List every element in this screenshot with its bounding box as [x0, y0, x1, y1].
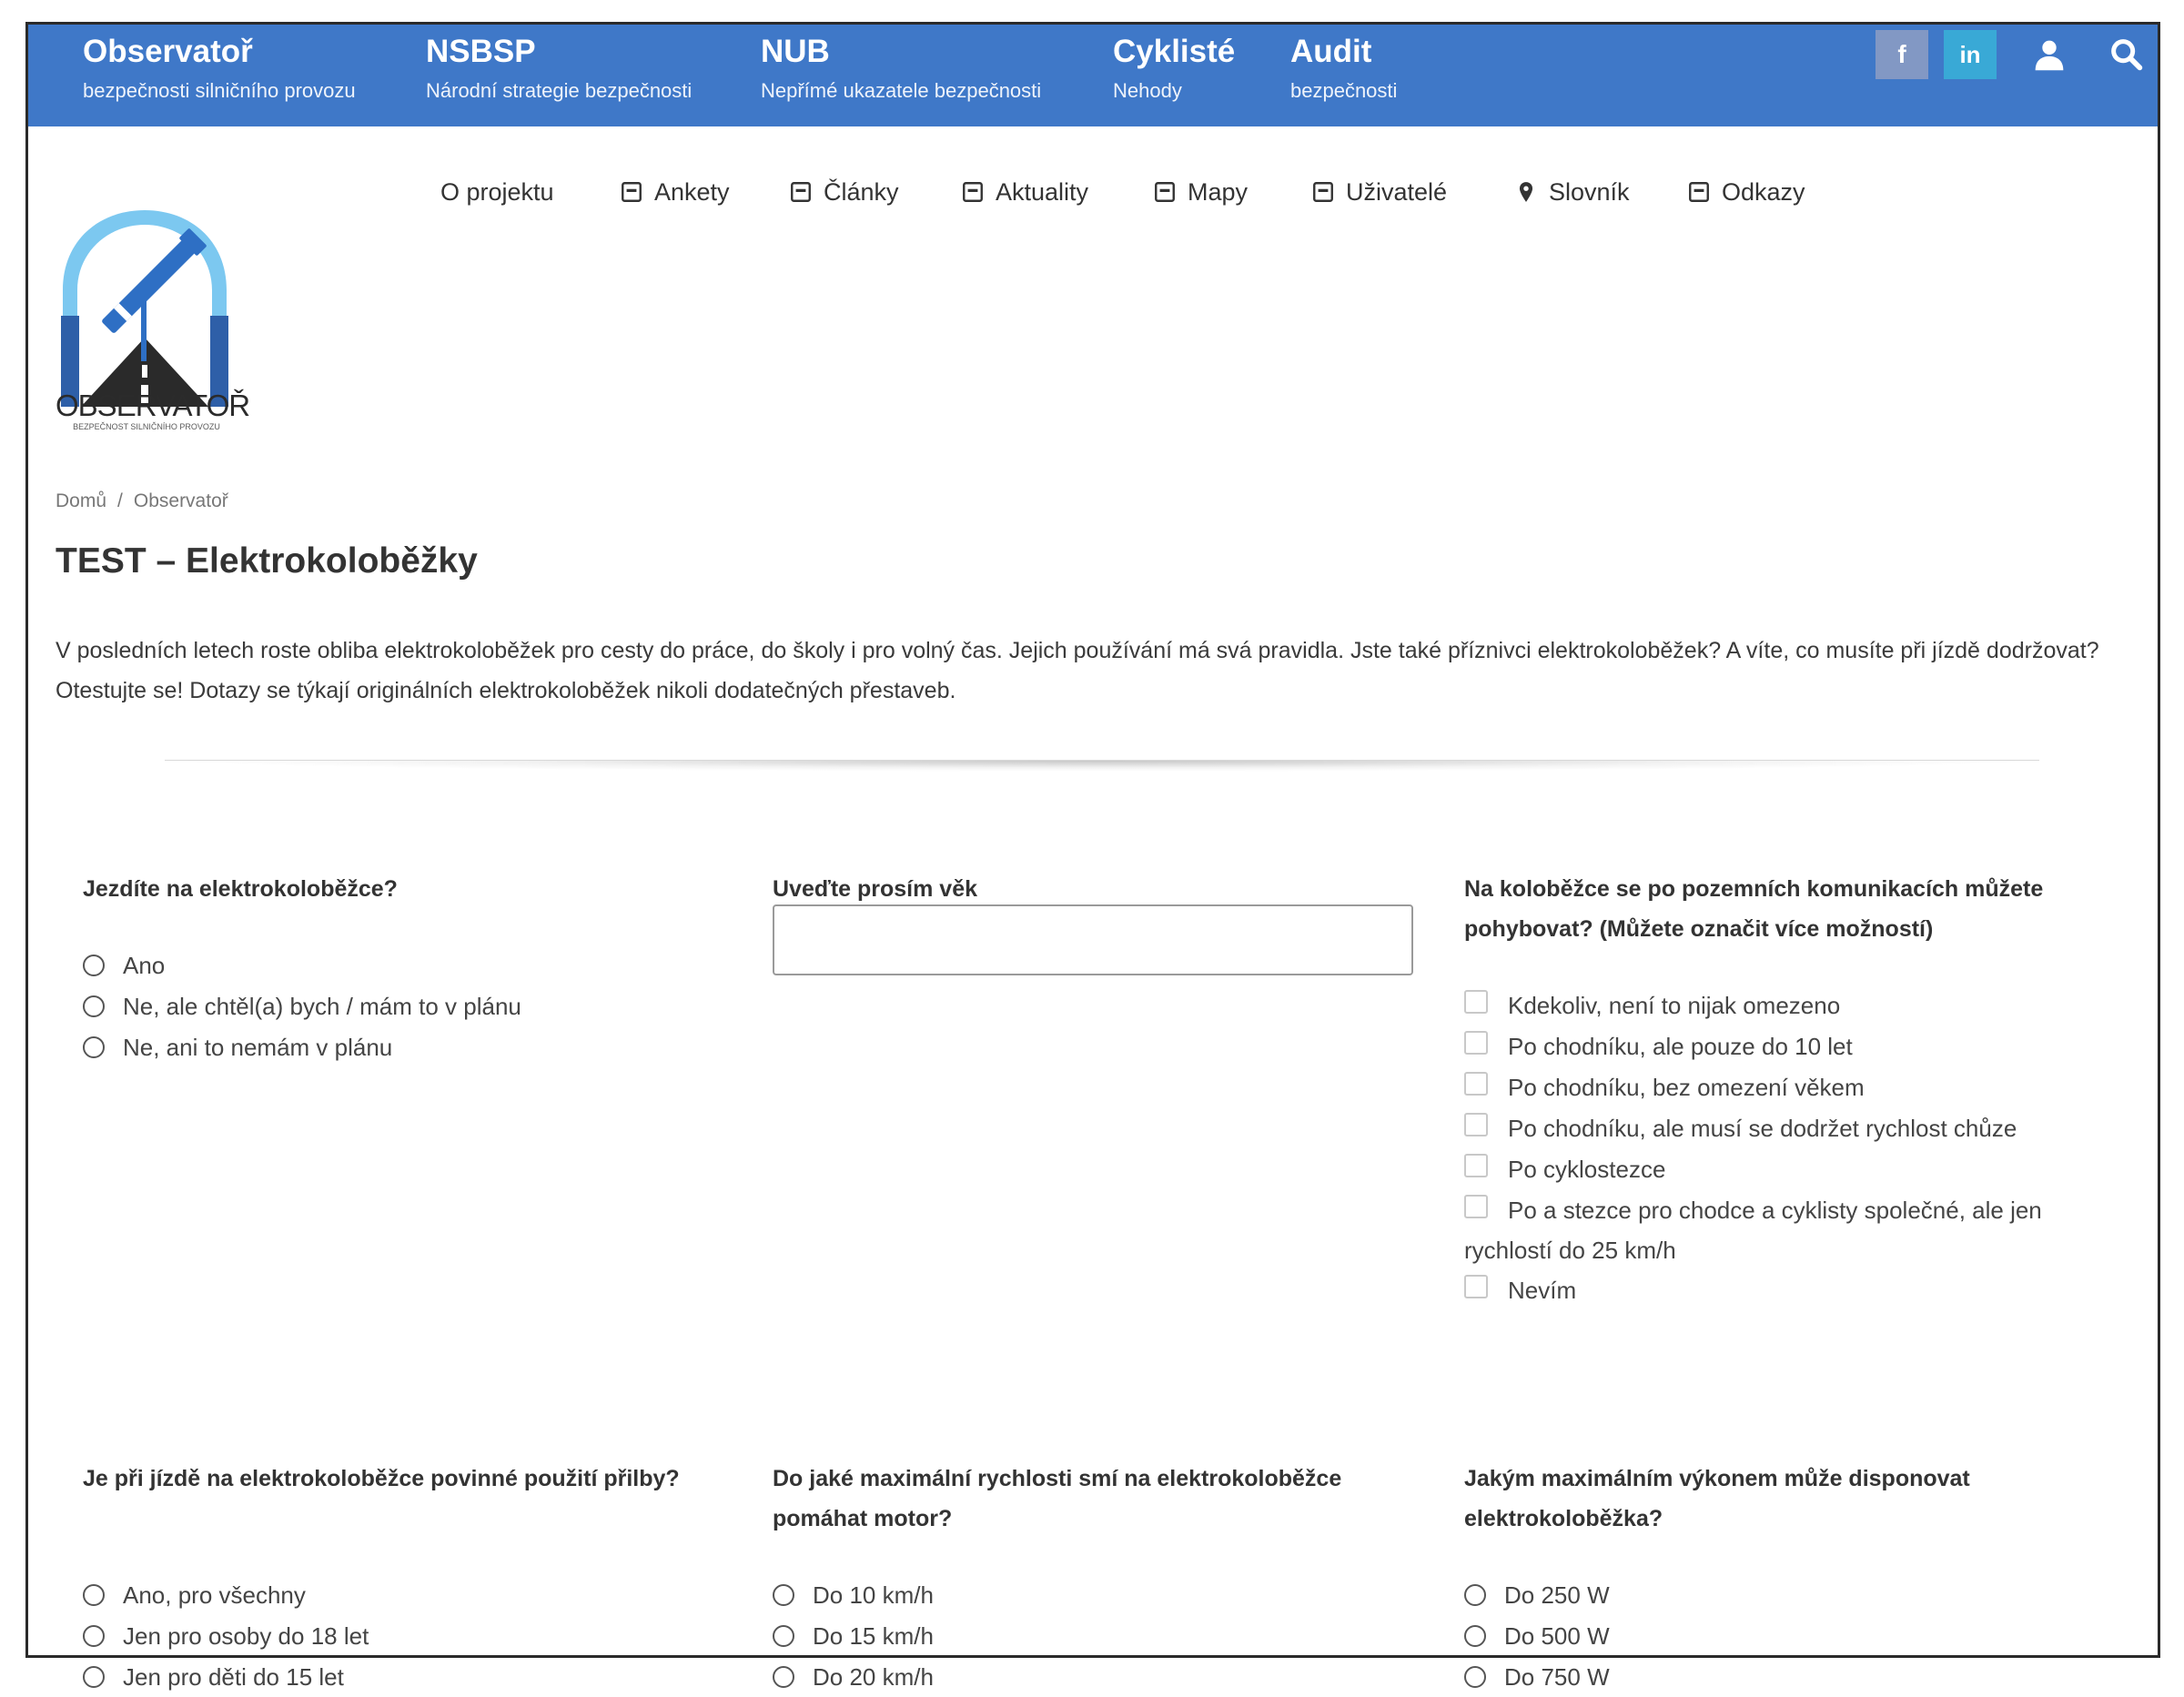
radio-button[interactable]	[773, 1625, 794, 1647]
checkbox-label[interactable]: Po chodníku, ale pouze do 10 let	[1508, 1033, 1853, 1060]
user-icon[interactable]	[2028, 34, 2070, 76]
square-icon	[961, 180, 985, 204]
radio-button[interactable]	[773, 1584, 794, 1606]
radio-button[interactable]	[83, 1625, 105, 1647]
radio-option[interactable]: Do 750 W	[1464, 1657, 1610, 1697]
top-bar	[28, 25, 2158, 126]
breadcrumb	[56, 490, 228, 512]
checkbox[interactable]	[1464, 1113, 1488, 1136]
breadcrumb-home[interactable]: Domů	[56, 490, 107, 511]
radio-button[interactable]	[1464, 1666, 1486, 1688]
square-icon	[789, 180, 813, 204]
checkbox-label[interactable]: Po chodníku, ale musí se dodržet rychlost chůze	[1508, 1115, 2017, 1142]
radio-button[interactable]	[83, 1584, 105, 1606]
radio-button[interactable]	[83, 995, 105, 1017]
checkbox-label[interactable]: Po chodníku, bez omezení věkem	[1508, 1074, 1865, 1101]
section-divider	[165, 760, 2039, 772]
logo-text: OBSERVATOŘ	[56, 389, 250, 422]
topbar-item-observator[interactable]: Observatoř bezpečnosti silničního provozu	[83, 34, 356, 102]
nav-item-slovnik[interactable]: Slovník	[1514, 172, 1630, 212]
breadcrumb-separator: /	[117, 490, 123, 511]
topbar-item-nub[interactable]: NUB Nepřímé ukazatele bezpečnosti	[761, 34, 1042, 102]
radio-option[interactable]: Do 250 W	[1464, 1575, 1610, 1615]
question-label: Uveďte prosím věk	[773, 876, 978, 902]
topbar-item-nsbsp[interactable]: NSBSP Národní strategie bezpečnosti	[426, 34, 693, 102]
checkbox-label[interactable]: Kdekoliv, není to nijak omezeno	[1508, 992, 1841, 1019]
radio-button[interactable]	[83, 955, 105, 976]
radio-button[interactable]	[1464, 1625, 1486, 1647]
facebook-button[interactable]	[1876, 30, 1928, 79]
question-label: Na koloběžce se po pozemních komunikacích můžete pohybovat? (Můžete označit více možností)	[1464, 876, 2044, 942]
checkbox[interactable]	[1464, 1154, 1488, 1177]
topbar-item-audit[interactable]: Audit bezpečnosti	[1290, 34, 1398, 102]
radio-button[interactable]	[83, 1036, 105, 1058]
nav-item-mapy[interactable]: Mapy	[1153, 172, 1248, 212]
radio-option[interactable]: Ne, ale chtěl(a) bych / mám to v plánu	[83, 986, 521, 1026]
page-title: TEST – Elektrokoloběžky	[56, 541, 478, 581]
age-input[interactable]	[773, 904, 1413, 975]
square-icon	[1153, 180, 1177, 204]
radio-button[interactable]	[773, 1666, 794, 1688]
search-icon[interactable]	[2106, 34, 2148, 76]
nav-item-clanky[interactable]: Články	[789, 172, 899, 212]
breadcrumb-current: Observatoř	[133, 490, 228, 511]
radio-option[interactable]: Do 20 km/h	[773, 1657, 934, 1697]
radio-option[interactable]: Do 15 km/h	[773, 1616, 934, 1656]
checkbox-label[interactable]: Nevím	[1508, 1277, 1577, 1304]
checkbox[interactable]	[1464, 1072, 1488, 1096]
square-icon	[1687, 180, 1711, 204]
nav-item-uzivatele[interactable]: Uživatelé	[1311, 172, 1447, 212]
radio-option[interactable]: Jen pro děti do 15 let	[83, 1657, 344, 1697]
browser-frame	[25, 22, 2160, 1691]
checkbox[interactable]	[1464, 1031, 1488, 1055]
map-pin-icon	[1514, 180, 1538, 204]
radio-option[interactable]: Ne, ani to nemám v plánu	[83, 1027, 392, 1067]
nav-item-ankety[interactable]: Ankety	[620, 172, 730, 212]
checkbox-label[interactable]: Po a stezce pro chodce a cyklisty společné, ale jen rychlostí do 25 km/h	[1464, 1197, 2042, 1264]
radio-option[interactable]: Ano, pro všechny	[83, 1575, 306, 1615]
radio-option[interactable]: Do 500 W	[1464, 1616, 1610, 1656]
question-label: Jezdíte na elektrokoloběžce?	[83, 876, 398, 902]
question-label: Je při jízdě na elektrokoloběžce povinné použití přilby?	[83, 1466, 680, 1491]
square-icon	[620, 180, 643, 204]
nav-item-aktuality[interactable]: Aktuality	[961, 172, 1088, 212]
radio-button[interactable]	[83, 1666, 105, 1688]
logo-subtext: BEZPEČNOST SILNIČNÍHO PROVOZU	[73, 422, 220, 431]
question-label: Do jaké maximální rychlosti smí na elektrokoloběžce pomáhat motor?	[773, 1466, 1342, 1531]
linkedin-button[interactable]	[1944, 30, 1997, 79]
nav-item-odkazy[interactable]: Odkazy	[1687, 172, 1805, 212]
intro-text: V posledních letech roste obliba elektrokoloběžek pro cesty do práce, do školy i pro volný čas. Jejich používání má svá pravidla. Jste také příznivci elektrokoloběžek? A víte, co musíte při jízdě dodržovat? Otestujte se! Dotazy se týkají originálních elektrokoloběžek nikoli dodatečných přestaveb.	[56, 638, 2099, 703]
radio-option[interactable]: Ano	[83, 945, 165, 985]
facebook-icon: f	[1897, 40, 1906, 68]
topbar-item-cykliste[interactable]: Cyklisté Nehody	[1113, 34, 1236, 102]
radio-button[interactable]	[1464, 1584, 1486, 1606]
question-label: Jakým maximálním výkonem může disponovat elektrokoloběžka?	[1464, 1466, 1970, 1531]
linkedin-icon: in	[1959, 40, 1981, 68]
observator-logo[interactable]	[56, 199, 234, 472]
radio-option[interactable]: Do 10 km/h	[773, 1575, 934, 1615]
checkbox[interactable]	[1464, 1275, 1488, 1298]
nav-item-o-projektu[interactable]: O projektu	[440, 177, 554, 206]
checkbox-label[interactable]: Po cyklostezce	[1508, 1156, 1666, 1183]
radio-option[interactable]: Jen pro osoby do 18 let	[83, 1616, 369, 1656]
checkbox[interactable]	[1464, 990, 1488, 1014]
square-icon	[1311, 180, 1335, 204]
